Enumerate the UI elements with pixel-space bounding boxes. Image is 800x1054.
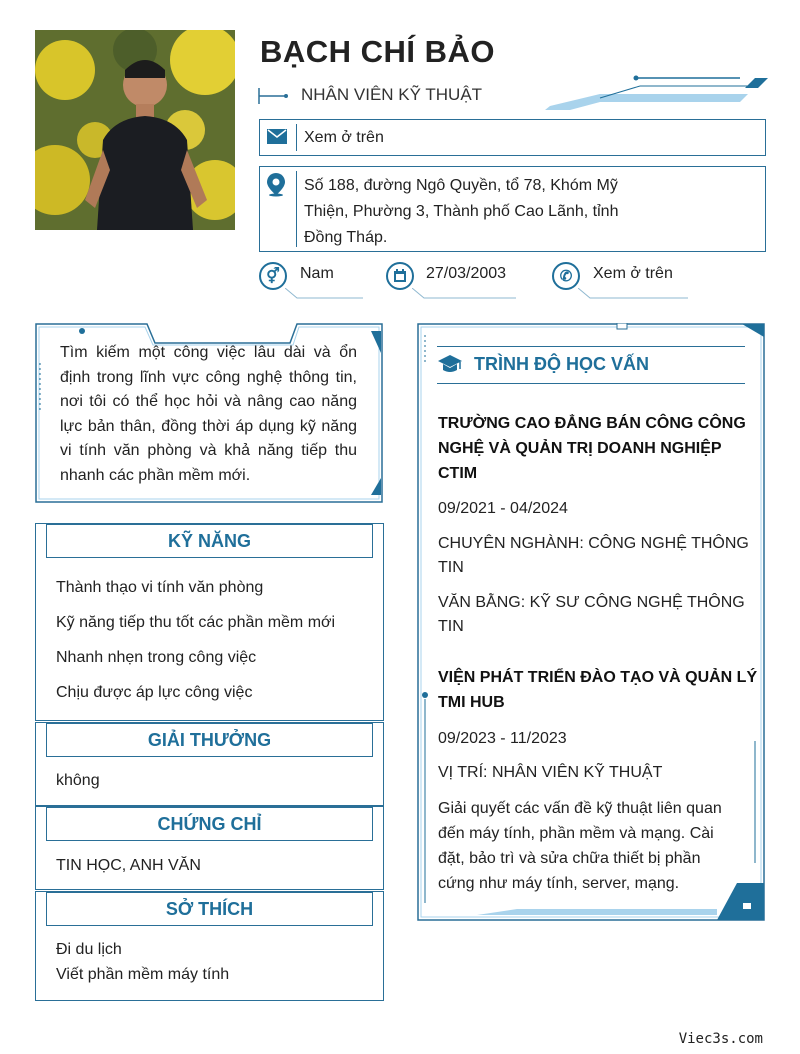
underline-decoration xyxy=(578,288,690,300)
address-field xyxy=(259,166,766,252)
degree-line: TIN xyxy=(438,618,464,635)
divider xyxy=(437,346,745,347)
address-line: Đồng Tháp. xyxy=(304,229,388,246)
divider xyxy=(437,383,745,384)
description-line: đặt, bảo trì và sửa chữa thiết bị phần xyxy=(438,850,701,867)
email-value: Xem ở trên xyxy=(304,129,384,146)
major-line: TIN xyxy=(438,559,464,576)
profile-photo xyxy=(35,30,235,230)
skills-panel xyxy=(35,523,384,721)
job-role: NHÂN VIÊN KỸ THUẬT xyxy=(301,85,483,104)
location-pin-icon xyxy=(266,173,286,197)
skills-title: KỸ NĂNG xyxy=(46,524,373,558)
institute-position: VỊ TRÍ: NHÂN VIÊN KỸ THUẬT xyxy=(438,764,663,781)
skill-item: Kỹ năng tiếp thu tốt các phần mềm mới xyxy=(56,614,336,631)
hobbies-panel xyxy=(35,891,384,1001)
envelope-icon xyxy=(267,129,287,144)
school-major xyxy=(438,532,749,580)
school-period: 09/2021 - 04/2024 xyxy=(438,500,568,517)
hobby-item: Đi du lịch xyxy=(56,941,122,958)
candidate-name: BẠCH CHÍ BẢO xyxy=(260,34,496,69)
school-name xyxy=(438,411,746,486)
phone-icon: ✆ xyxy=(552,262,580,290)
address-value xyxy=(304,173,618,251)
awards-title: GIẢI THƯỞNG xyxy=(46,723,373,757)
phone-value: Xem ở trên xyxy=(593,265,673,282)
skill-item: Nhanh nhẹn trong công việc xyxy=(56,649,257,666)
gender-icon: ⚥ xyxy=(259,262,287,290)
institute-name-line: TMI HUB xyxy=(438,694,505,711)
underline-decoration xyxy=(412,288,518,300)
objective-text: Tìm kiếm một công việc lâu dài và ổn định trong lĩnh vực công nghệ thông tin, nơi tôi có thể học hỏi và nâng cao năng lực bản thân, đồng thời áp dụng kỹ năng vi tính văn phòng và khả năng tiếp thu nhanh các phần mềm mới. xyxy=(60,344,357,484)
skill-item: Chịu được áp lực công việc xyxy=(56,684,253,701)
calendar-icon xyxy=(386,262,414,290)
awards-text: không xyxy=(56,772,100,789)
description-line: cứng như máy tính, server, mạng. xyxy=(438,875,680,892)
degree-line: VĂN BẰNG: KỸ SƯ CÔNG NGHỆ THÔNG xyxy=(438,594,745,611)
gender-value: Nam xyxy=(300,265,334,282)
footer-brand: Viec3s.com xyxy=(678,1031,763,1047)
role-line-icon xyxy=(258,87,288,105)
description-line: Giải quyết các vấn đề kỹ thuật liên quan xyxy=(438,800,722,817)
institute-period: 09/2023 - 11/2023 xyxy=(438,730,567,747)
graduation-cap-icon xyxy=(437,353,463,375)
school-degree xyxy=(438,591,745,639)
institute-name xyxy=(438,665,757,715)
certificates-panel xyxy=(35,806,384,890)
separator xyxy=(296,171,297,247)
skill-item: Thành thạo vi tính văn phòng xyxy=(56,579,264,596)
hobby-item: Viết phần mềm máy tính xyxy=(56,966,230,983)
address-line: Số 188, đường Ngô Quyền, tổ 78, Khóm Mỹ xyxy=(304,177,618,194)
birthday-value: 27/03/2003 xyxy=(426,265,507,282)
school-name-line: CTIM xyxy=(438,465,478,482)
address-line: Thiện, Phường 3, Thành phố Cao Lãnh, tỉnh xyxy=(304,203,619,220)
underline-decoration xyxy=(285,288,365,300)
school-name-line: TRƯỜNG CAO ĐẲNG BÁN CÔNG CÔNG xyxy=(438,415,746,432)
certificates-text: TIN HỌC, ANH VĂN xyxy=(56,857,201,874)
institute-name-line: VIỆN PHÁT TRIỂN ĐÀO TẠO VÀ QUẢN LÝ xyxy=(438,669,758,686)
education-title: TRÌNH ĐỘ HỌC VẤN xyxy=(474,354,649,374)
separator xyxy=(296,124,297,151)
certificates-title: CHỨNG CHỈ xyxy=(46,807,373,841)
hobbies-title: SỞ THÍCH xyxy=(46,892,373,926)
school-name-line: NGHỆ VÀ QUẢN TRỊ DOANH NGHIỆP xyxy=(438,440,722,457)
header-decoration xyxy=(540,74,770,114)
major-line: CHUYÊN NGHÀNH: CÔNG NGHỆ THÔNG xyxy=(438,535,749,552)
email-field xyxy=(259,119,766,156)
awards-panel xyxy=(35,722,384,806)
description-line: đến máy tính, phần mềm và mạng. Cài xyxy=(438,825,714,842)
institute-description xyxy=(438,796,722,896)
